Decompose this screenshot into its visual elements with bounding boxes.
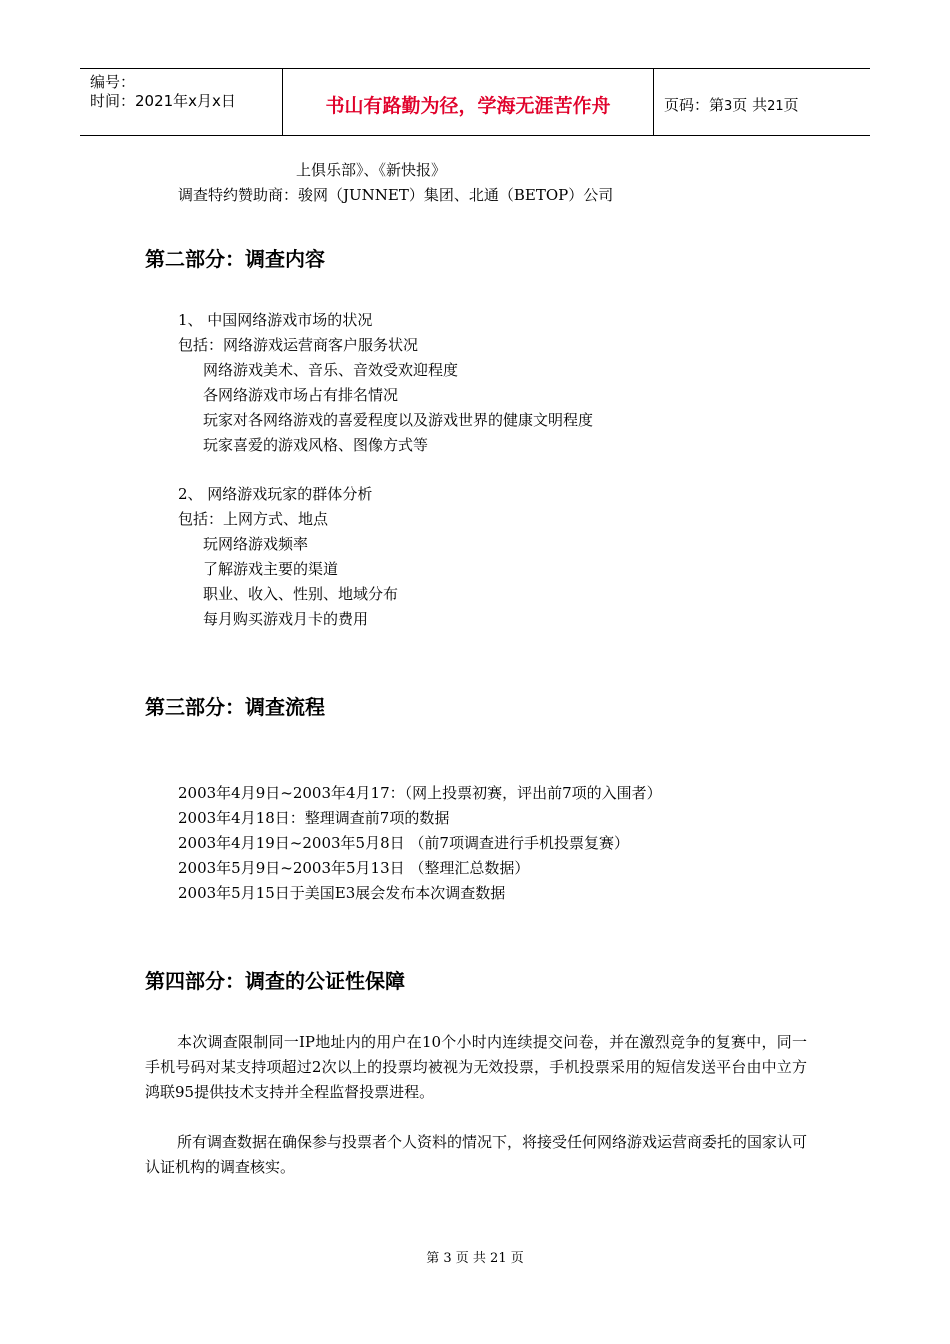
list-item: 职业、收入、性别、地域分布 — [203, 585, 399, 603]
list-item: 了解游戏主要的渠道 — [203, 560, 339, 578]
header-page-cell — [654, 69, 870, 135]
page-total: 21 — [767, 99, 784, 114]
section4-paragraph-1: 本次调查限制同一IP地址内的用户在10个小时内连续提交问卷，并在激烈竞争的复赛中，同一手机号码对某支持项超过2次以上的投票均被视为无效投票，手机投票采用的短信发送平台由中立方鸿联95提供技术支持并全程监督投票进程。 — [145, 1033, 807, 1101]
page-footer: 第 3 页 共 21 页 — [426, 1251, 524, 1266]
list-item: 玩网络游戏频率 — [203, 535, 309, 553]
header-time-label: 时间：2021年x月x日 — [90, 92, 236, 110]
list-item: 玩家对各网络游戏的喜爱程度以及游戏世界的健康文明程度 — [203, 411, 594, 429]
header-meta-cell — [80, 69, 282, 135]
header-motto: 书山有路勤为径，学海无涯苦作舟 — [325, 95, 611, 117]
list-item: 玩家喜爱的游戏风格、图像方式等 — [203, 436, 429, 454]
section2-title: 第二部分：调查内容 — [145, 247, 325, 271]
page-header — [80, 68, 870, 136]
section4-title: 第四部分：调查的公证性保障 — [145, 969, 405, 993]
section4-paragraph-2: 所有调查数据在确保参与投票者个人资料的情况下，将接受任何网络游戏运营商委托的国家认可认证机构的调查核实。 — [145, 1133, 808, 1176]
timeline-step: 2003年5月9日~2003年5月13日 （整理汇总数据） — [178, 859, 530, 877]
section2-item2-lead: 包括：上网方式、地点 — [178, 510, 329, 528]
page-current: 3 — [724, 99, 733, 114]
section2-item2-heading: 2、 网络游戏玩家的群体分析 — [178, 485, 373, 503]
timeline-step: 2003年5月15日于美国E3展会发布本次调查数据 — [178, 884, 506, 902]
list-item: 各网络游戏市场占有排名情况 — [203, 386, 399, 404]
timeline-step: 2003年4月18日：整理调查前7项的数据 — [178, 809, 450, 827]
intro-line-2: 调查特约赞助商：骏网（JUNNET）集团、北通（BETOP）公司 — [178, 186, 614, 204]
intro-line-1: 上俱乐部》、《新快报》 — [296, 161, 447, 179]
section2-item1-lead: 包括：网络游戏运营商客户服务状况 — [178, 336, 419, 354]
section3-title: 第三部分：调查流程 — [145, 695, 325, 719]
page-mid: 页 共 — [732, 96, 768, 114]
header-page-info — [664, 94, 799, 115]
page-prefix: 页码：第 — [664, 96, 725, 114]
section2-item1-heading: 1、 中国网络游戏市场的状况 — [178, 311, 373, 329]
list-item: 网络游戏美术、音乐、音效受欢迎程度 — [203, 361, 459, 379]
header-motto-cell — [282, 69, 654, 135]
page-suffix: 页 — [783, 96, 799, 114]
timeline-step: 2003年4月19日~2003年5月8日 （前7项调查进行手机投票复赛） — [178, 834, 629, 852]
list-item: 每月购买游戏月卡的费用 — [203, 610, 369, 628]
header-number-label: 编号： — [90, 73, 136, 91]
timeline-step: 2003年4月9日~2003年4月17：（网上投票初赛，评出前7项的入围者） — [178, 784, 662, 802]
